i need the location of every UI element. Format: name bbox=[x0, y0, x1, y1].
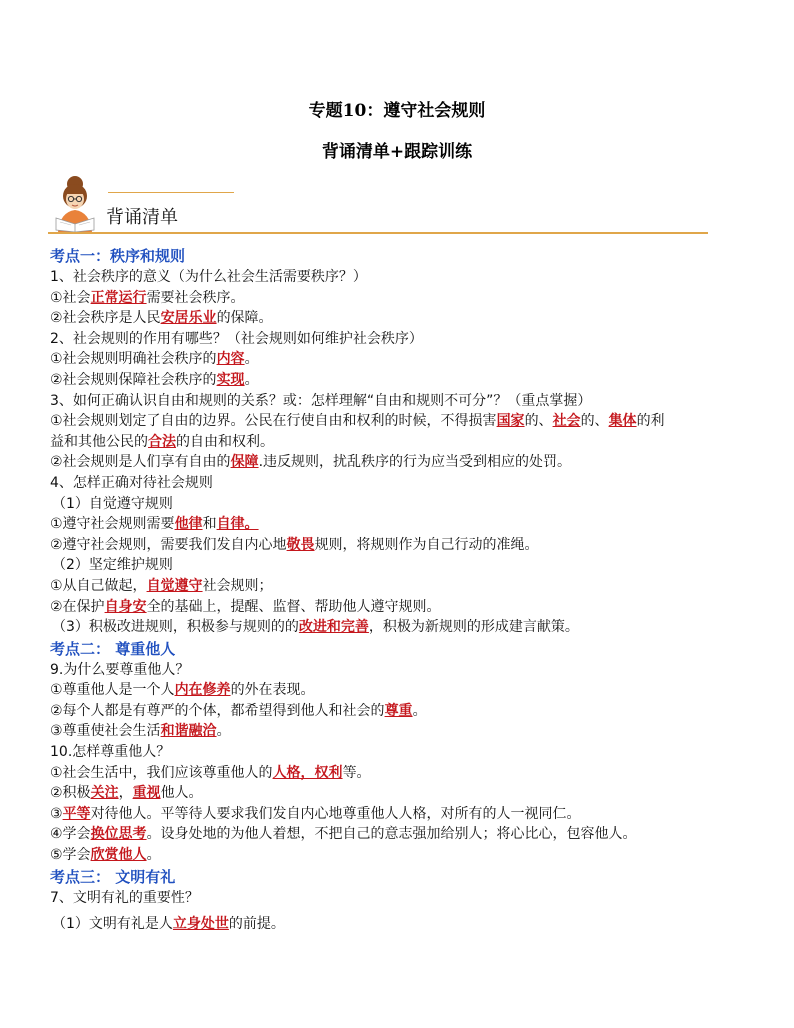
keyword: 内容 bbox=[216, 351, 245, 368]
line-text: 。 bbox=[244, 371, 259, 388]
line-text: 社会规则； bbox=[202, 577, 273, 594]
line-text: 的、 bbox=[580, 413, 609, 430]
document-title: 专题10：遵守社会规则 bbox=[308, 101, 486, 121]
line-text: 。 bbox=[216, 723, 231, 740]
line-text: 等。 bbox=[342, 764, 371, 781]
line-text: 他人。 bbox=[160, 785, 203, 802]
keyword: 国家 bbox=[496, 413, 525, 430]
content-line bbox=[50, 329, 750, 350]
line-text: ， bbox=[118, 785, 133, 802]
line-text: ②社会规则保障社会秩序的 bbox=[50, 371, 217, 388]
line-text: 和 bbox=[202, 516, 217, 533]
line-text: .违反规则，扰乱秩序的行为应当受到相应的处罚。 bbox=[258, 454, 572, 471]
keyword: 保障 bbox=[230, 454, 259, 471]
line-text: ②社会规则是人们享有自由的 bbox=[50, 454, 231, 471]
line-text: ②遵守社会规则，需要我们发自内心地 bbox=[50, 536, 287, 553]
banner-rule bbox=[48, 232, 708, 234]
line-text: （3）积极改进规则，积极参与规则的的 bbox=[52, 619, 299, 636]
content-line bbox=[50, 914, 750, 935]
content-line bbox=[50, 804, 750, 825]
content-line bbox=[50, 576, 750, 597]
content-line bbox=[50, 432, 750, 453]
keyword: 社会 bbox=[552, 413, 581, 430]
line-text: 的自由和权利。 bbox=[176, 433, 274, 450]
line-text: 对待他人。平等待人要求我们发自内心地尊重他人人格，对所有的人一视同仁。 bbox=[90, 805, 581, 822]
keyword: 和谐融洽 bbox=[160, 723, 217, 740]
line-text: （2）坚定维护规则 bbox=[52, 557, 173, 574]
banner-label: 背诵清单 bbox=[106, 207, 178, 228]
content-line bbox=[50, 721, 750, 742]
line-text: 3、如何正确认识自由和规则的关系？或：怎样理解“自由和规则不可分”？（重点掌握） bbox=[50, 392, 592, 409]
line-text: 4、怎样正确对待社会规则 bbox=[50, 474, 213, 491]
line-text: ②社会秩序是人民 bbox=[50, 310, 161, 327]
content-line bbox=[50, 391, 750, 412]
keyword: 正常运行 bbox=[90, 289, 147, 306]
line-text: 。 bbox=[146, 847, 161, 864]
keyword: 立身处世 bbox=[172, 916, 229, 933]
content-line bbox=[50, 783, 750, 804]
content-line bbox=[50, 845, 750, 866]
line-text: ④学会 bbox=[50, 826, 91, 843]
line-text: 考点三： 文明有礼 bbox=[50, 867, 176, 886]
keyword: 自律。 bbox=[216, 516, 259, 533]
line-text: 需要社会秩序。 bbox=[146, 289, 245, 306]
keyword: 关注 bbox=[90, 785, 119, 802]
content-line bbox=[50, 411, 750, 432]
line-text: 规则，将规则作为自己行动的准绳。 bbox=[314, 536, 539, 553]
line-text: ①社会生活中，我们应该尊重他人的 bbox=[50, 764, 273, 781]
keyword: 平等 bbox=[62, 805, 91, 822]
keyword: 欣赏他人 bbox=[90, 847, 147, 864]
keyword: 重视 bbox=[132, 785, 161, 802]
keyword: 实现 bbox=[216, 371, 245, 388]
content-line bbox=[50, 267, 750, 288]
line-text: 。设身处地的为他人着想，不把自己的意志强加给别人；将心比心，包容他人。 bbox=[146, 826, 637, 843]
line-text: 1、社会秩序的意义（为什么社会生活需要秩序？） bbox=[50, 269, 367, 285]
line-text: ①社会规则划定了自由的边界。公民在行使自由和权利的时候，不得损害 bbox=[50, 413, 497, 430]
line-text: ②积极 bbox=[50, 785, 91, 802]
content-line bbox=[50, 288, 750, 309]
keyword: 自身安 bbox=[104, 598, 147, 615]
line-text: 考点二： 尊重他人 bbox=[50, 639, 176, 658]
line-text: ①尊重他人是一个人 bbox=[50, 682, 175, 699]
keyword: 换位思考 bbox=[90, 826, 147, 843]
keyword: 改进和完善 bbox=[298, 619, 369, 636]
content-line bbox=[50, 349, 750, 370]
line-text: 的前提。 bbox=[228, 916, 285, 933]
content-line bbox=[50, 701, 750, 722]
keyword: 安居乐业 bbox=[160, 310, 217, 327]
line-text: 的外在表现。 bbox=[230, 682, 315, 699]
line-text: 。 bbox=[412, 702, 427, 719]
line-text: 益和其他公民的 bbox=[50, 433, 148, 450]
content-line bbox=[50, 824, 750, 845]
line-text: ⑤学会 bbox=[50, 847, 91, 864]
line-text: ①社会 bbox=[50, 289, 91, 306]
content-line bbox=[50, 308, 750, 329]
line-text: ①社会规则明确社会秩序的 bbox=[50, 351, 217, 368]
content-line bbox=[50, 535, 750, 556]
keyword: 内在修养 bbox=[174, 682, 231, 699]
content-line bbox=[50, 370, 750, 391]
content-line bbox=[50, 617, 750, 638]
keyword: 敬畏 bbox=[286, 536, 315, 553]
content-line bbox=[50, 514, 750, 535]
line-text: 全的基础上，提醒、监督、帮助他人遵守规则。 bbox=[146, 598, 441, 615]
line-text: 的利 bbox=[636, 413, 665, 430]
line-text: 考点一：秩序和规则 bbox=[50, 247, 186, 265]
line-text: 7、文明有礼的重要性？ bbox=[50, 889, 199, 906]
banner-top-rule bbox=[108, 192, 234, 193]
keyword: 尊重 bbox=[384, 702, 413, 719]
line-text: （1）自觉遵守规则 bbox=[52, 495, 173, 512]
content-line bbox=[50, 888, 750, 909]
section-banner bbox=[48, 172, 708, 238]
section-heading bbox=[50, 245, 750, 267]
line-text: ①遵守社会规则需要 bbox=[50, 516, 175, 533]
section-heading bbox=[50, 638, 750, 660]
line-text: ①从自己做起， bbox=[50, 577, 147, 594]
line-text: 10.怎样尊重他人？ bbox=[50, 744, 171, 761]
line-text: 。 bbox=[244, 351, 259, 368]
content-line bbox=[50, 597, 750, 618]
line-text: ②在保护 bbox=[50, 598, 105, 615]
line-text: （1）文明有礼是人 bbox=[52, 916, 173, 933]
line-text: ，积极为新规则的形成建言献策。 bbox=[368, 619, 579, 636]
keyword: 合法 bbox=[148, 433, 176, 450]
line-text: 2、社会规则的作用有哪些？（社会规则如何维护社会秩序） bbox=[50, 330, 423, 347]
content-line bbox=[50, 494, 750, 515]
line-text: 的、 bbox=[524, 413, 553, 430]
document-subtitle: 背诵清单+跟踪训练 bbox=[321, 142, 473, 162]
student-reading-icon bbox=[48, 174, 102, 232]
line-text: 9.为什么要尊重他人？ bbox=[50, 661, 190, 678]
content-line bbox=[50, 452, 750, 473]
section-heading bbox=[50, 866, 750, 888]
line-text: ②每个人都是有尊严的个体，都希望得到他人和社会的 bbox=[50, 702, 385, 719]
content-line bbox=[50, 555, 750, 576]
content-line bbox=[50, 680, 750, 701]
keyword: 集体 bbox=[608, 413, 637, 430]
keyword: 自觉遵守 bbox=[146, 577, 203, 594]
keyword: 人格，权利 bbox=[272, 764, 343, 781]
content-line bbox=[50, 763, 750, 784]
line-text: ③ bbox=[50, 805, 63, 822]
study-content bbox=[50, 245, 750, 935]
line-text: 的保障。 bbox=[216, 310, 273, 327]
keyword: 他律 bbox=[174, 516, 203, 533]
content-line bbox=[50, 660, 750, 681]
line-text: ③尊重使社会生活 bbox=[50, 723, 161, 740]
content-line bbox=[50, 473, 750, 494]
content-line bbox=[50, 742, 750, 763]
